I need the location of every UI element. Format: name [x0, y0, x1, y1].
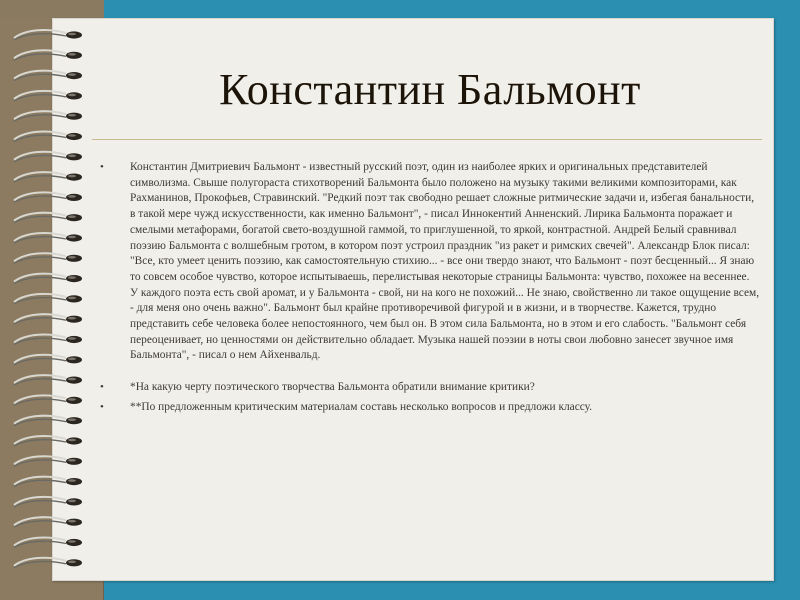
hole-highlight — [68, 358, 76, 361]
hole-highlight — [68, 337, 76, 340]
hole-highlight — [68, 33, 76, 36]
question-text-2: **По предложенным критическим материалам составь несколько вопросов и предложи классу. — [130, 400, 593, 413]
hole-highlight — [68, 53, 76, 56]
spine-band — [0, 0, 104, 18]
bullet-marker: • — [100, 161, 104, 173]
biography-text: Константин Дмитриевич Бальмонт - известный русский поэт, один из наиболее ярких и оригинальных представителей символизма. Свыше полугораста стихотворений Бальмонта было положено на музыку такими великими композиторами, как Рахманинов, Прокофьев, Стравинский. "Редкий поэт так свободно решает сложные ритмические задачи и, избегая банальности, в такой мере чужд искусственности, как именно Бальмонт", - писал Иннокентий Анненский. Лирика Бальмонта поражает и смелыми метафорами, богатой свето-воздушной гаммой, то приглушенной, то яркой, контрастной. Андрей Белый сравнивал поэзию Бальмонта с волшебным гротом, в котором поэт устроил праздник "из ракет и римских свечей". Александр Блок писал: "Все, кто умеет ценить поэзию, как самостоятельную стихию... - все они твердо знают, что Бальмонт - поэт бесценный... Я знаю то совсем особое чувство, которое испытываешь, перелистывая некоторые страницы Бальмонта: чувство, похожее на весеннее. У каждого поэта есть свой аромат, и у Бальмонта - свой, ни на кого не похожий... Не знаю, свойственно ли такое ощущение всем, - для меня оно очень важно". Бальмонт был крайне противоречивой фигурой и в жизни, и в творчестве. Кажется, трудно представить себе человека более непостоянного, чем был он. В этом сила Бальмонта, но в этом и его слабость. "Бальмонт себя переоценивает, но ценностями он действительно обладает. Музыка нашей поэзии в ноты свои любовно занесет звучное имя Бальмонта", - писал о нем Айхенвальд. — [130, 161, 760, 362]
hole-highlight — [68, 195, 76, 198]
hole-highlight — [68, 215, 76, 218]
hole-highlight — [68, 500, 76, 503]
hole-highlight — [68, 317, 76, 320]
hole-highlight — [68, 479, 76, 482]
title-divider — [92, 139, 762, 140]
hole-highlight — [68, 236, 76, 239]
hole-highlight — [68, 398, 76, 401]
bullet-question-1 — [100, 380, 760, 396]
bullet-paragraph — [100, 160, 760, 364]
hole-highlight — [68, 378, 76, 381]
hole-highlight — [68, 155, 76, 158]
hole-highlight — [68, 418, 76, 421]
question-text-1: *На какую черту поэтического творчества Бальмонта обратили внимание критики? — [130, 381, 535, 394]
hole-highlight — [68, 134, 76, 137]
hole-highlight — [68, 175, 76, 178]
hole-highlight — [68, 561, 76, 564]
hole-highlight — [68, 520, 76, 523]
hole-highlight — [68, 297, 76, 300]
bullet-marker: • — [100, 400, 104, 413]
hole-highlight — [68, 256, 76, 259]
bullet-question-2 — [100, 400, 760, 416]
hole-highlight — [68, 459, 76, 462]
bullet-marker: • — [100, 381, 104, 394]
hole-highlight — [68, 276, 76, 279]
hole-highlight — [68, 540, 76, 543]
slide-title: Константин Бальмонт — [219, 65, 641, 114]
hole-highlight — [68, 439, 76, 442]
slide-body — [100, 160, 760, 416]
